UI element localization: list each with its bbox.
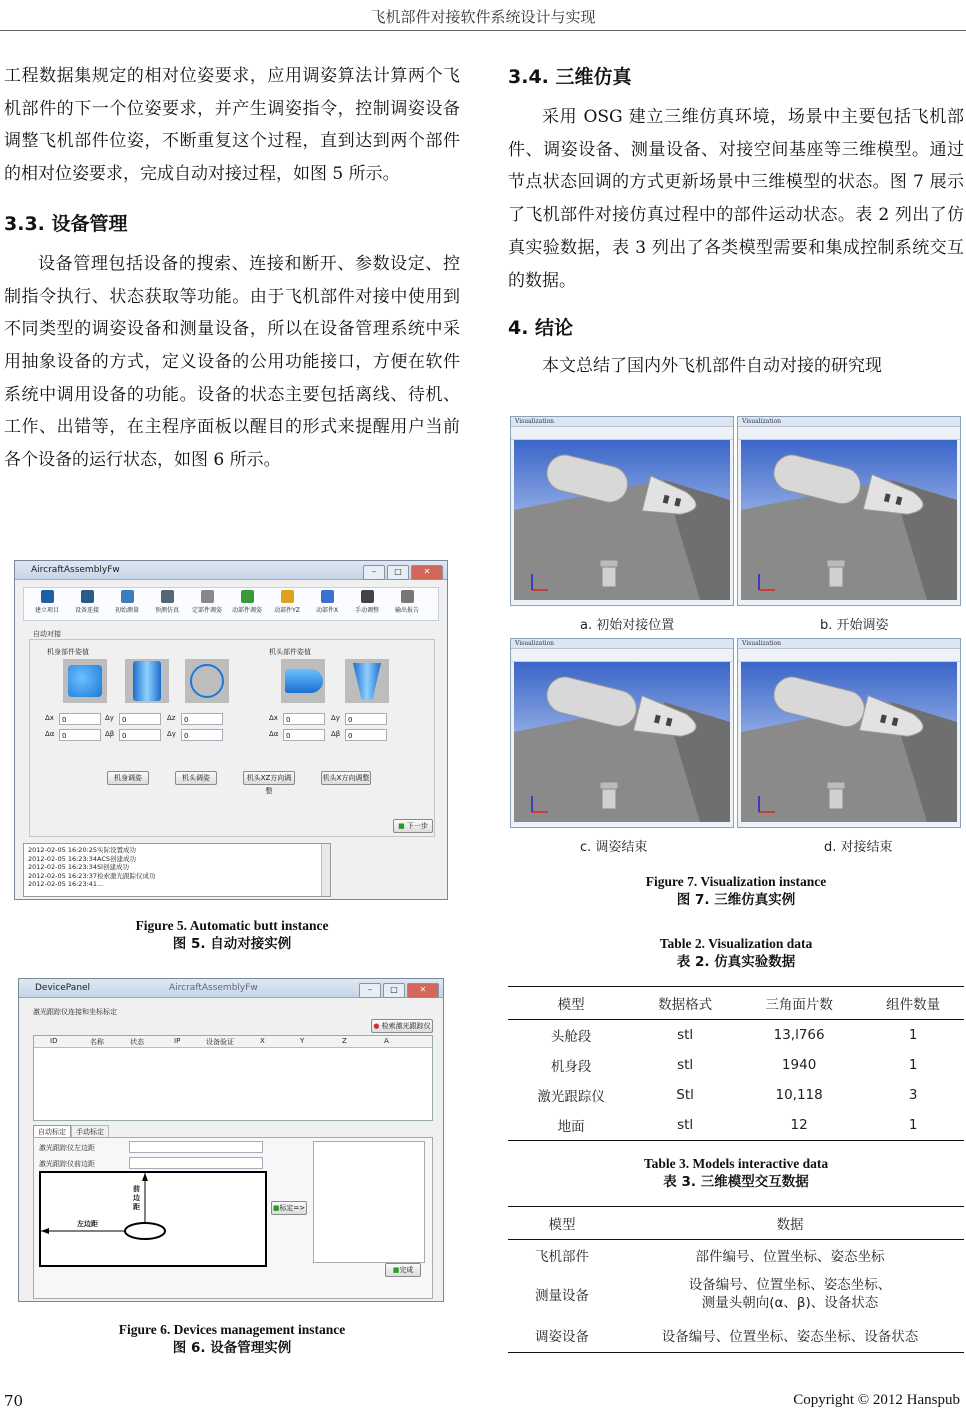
figure6-window-title: DevicePanel — [35, 983, 91, 993]
figure5-window-title: AircraftAssemblyFw — [31, 565, 120, 575]
table-column-header[interactable]: IP — [174, 1037, 181, 1045]
delta-label: Δα — [45, 730, 55, 738]
toolbar-icon — [281, 590, 294, 603]
table-cell: 1940 — [781, 1057, 817, 1073]
visualization-scene — [741, 662, 957, 822]
delta-value-field[interactable]: 0 — [181, 729, 223, 741]
delta-value-field[interactable]: 0 — [283, 713, 325, 725]
table-cell: Stl — [676, 1087, 694, 1103]
close-icon[interactable]: ✕ — [411, 565, 443, 580]
table-cell: 13,l766 — [773, 1027, 825, 1043]
table-row — [508, 1080, 964, 1110]
section-3-4-title: 3.4. 三维仿真 — [508, 66, 632, 88]
toolbar-button[interactable] — [68, 590, 106, 614]
visualization-toolbar[interactable] — [511, 649, 733, 662]
figure7-caption — [508, 872, 964, 910]
section-4-title: 4. 结论 — [508, 317, 574, 340]
table-cell: 激光跟踪仪 — [537, 1089, 605, 1105]
toolbar-button[interactable] — [388, 590, 426, 614]
figure6-caption — [4, 1320, 460, 1358]
search-icon: ● — [373, 1022, 380, 1030]
toolbar-label: 初始测量 — [114, 607, 139, 614]
toolbar-button[interactable] — [108, 590, 146, 614]
front-distance-caption: 前边距 — [133, 1185, 140, 1211]
toolbar-icon — [201, 590, 214, 603]
table3-caption-en: Table 3. Models interactive data — [643, 1156, 829, 1171]
toolbar-icon — [361, 590, 374, 603]
table3-caption — [508, 1154, 964, 1192]
next-step-label: 下一步 — [406, 822, 428, 830]
table-row — [508, 1240, 964, 1271]
delta-label: Δy — [331, 714, 340, 722]
paragraph-device-management: 设备管理包括设备的搜索、连接和断开、参数设定、控制指令执行、状态获取等功能。由于飞机部件对接中使用到不同类型的调姿设备和测量设备，所以在设备管理系统中采用抽象设备的方式，定义设备的公用功能接口，方便在软件系统中调用设备的功能。设备的状态主要包括离线、待机、工作、出错等，在主程序面板以醒目的形式来提醒用户当前各个设备的运行状态，如图 6 所示。 — [4, 253, 460, 471]
table-column-header[interactable]: ID — [50, 1037, 58, 1045]
table-column-header[interactable]: X — [260, 1037, 265, 1045]
figure7-sub-b: b. 开始调姿 — [820, 618, 889, 633]
delta-label: Δx — [269, 714, 278, 722]
toolbar-label: 设备连接 — [74, 607, 99, 614]
delta-label: Δz — [167, 714, 176, 722]
table-cell: 机身段 — [550, 1059, 592, 1075]
body-part-front-image — [63, 659, 107, 703]
table2-caption-cn: 表 2. 仿真实验数据 — [676, 954, 796, 970]
visualization-toolbar[interactable] — [511, 427, 733, 440]
figure5-toolbar — [23, 587, 439, 621]
table2-header: 数据格式 — [634, 987, 736, 1020]
table-cell: 10,118 — [775, 1087, 823, 1103]
paragraph-conclusion: 本文总结了国内外飞机部件自动对接的研究现 — [542, 356, 882, 377]
table-column-header[interactable]: 名称 — [90, 1038, 104, 1046]
figure6-window — [18, 978, 444, 1302]
page-number: 70 — [4, 1392, 24, 1410]
figure7-caption-en: Figure 7. Visualization instance — [645, 874, 827, 889]
delta-value-field[interactable]: 0 — [59, 729, 101, 741]
calibrate-label: 标定=> — [279, 1204, 306, 1212]
toolbar-label: 预测仿真 — [154, 607, 179, 614]
log-line: 2012-02-05 16:23:34Sl创建成功 — [28, 863, 129, 871]
head-part-side-image — [281, 659, 325, 703]
toolbar-icon — [121, 590, 134, 603]
laser-tracker-head — [827, 560, 845, 567]
visualization-title: Visualization — [511, 639, 733, 649]
log-line: 2012-02-05 16:20:25实际设置成功 — [28, 846, 137, 854]
toolbar-icon — [241, 590, 254, 603]
figure6-caption-cn: 图 6. 设备管理实例 — [172, 1340, 292, 1356]
table2-header-row — [508, 987, 964, 1020]
figure5-caption — [4, 916, 460, 954]
table2 — [508, 986, 964, 1141]
toolbar-icon — [401, 590, 414, 603]
table-column-header[interactable]: Z — [342, 1037, 347, 1045]
table-row — [508, 1050, 964, 1080]
table-cell: 1 — [908, 1057, 918, 1073]
table-cell: 测量设备 — [535, 1288, 589, 1304]
toolbar-label: 手动调整 — [354, 607, 379, 614]
delta-value-field[interactable]: 0 — [59, 713, 101, 725]
tracker-group-title: 激光跟踪仪连接和坐标标定 — [33, 1008, 117, 1016]
delta-label: Δβ — [331, 730, 341, 738]
table-cell: stl — [677, 1057, 694, 1073]
head-part-front-image — [345, 659, 389, 703]
body-adjust-button[interactable]: 机身调姿 — [107, 771, 149, 785]
calibration-diagram — [39, 1171, 267, 1267]
laser-tracker-body — [829, 787, 843, 809]
log-scrollbar[interactable] — [321, 844, 330, 896]
table-cell: 调姿设备 — [508, 1318, 616, 1353]
toolbar-label: 建立项目 — [34, 607, 59, 614]
figure6-titlebar — [19, 979, 443, 998]
done-label: 完成 — [399, 1266, 414, 1274]
search-tracker-button[interactable] — [371, 1019, 433, 1033]
table-column-header[interactable]: Y — [300, 1037, 305, 1045]
tab-auto-calibrate[interactable]: 自动标定 — [33, 1125, 71, 1138]
table3-header-row — [508, 1207, 964, 1240]
table-column-header[interactable]: 设备验证 — [206, 1038, 234, 1046]
device-table[interactable] — [33, 1035, 433, 1121]
body-part-ring-image — [185, 659, 229, 703]
delta-value-field[interactable]: 0 — [119, 713, 161, 725]
copyright: Copyright © 2012 Hanspub — [793, 1392, 960, 1408]
table-cell: 设备编号、位置坐标、姿态坐标、设备状态 — [616, 1318, 964, 1353]
body-part-side-image — [125, 659, 169, 703]
laser-tracker-body — [602, 565, 616, 587]
maximize-icon[interactable]: □ — [383, 983, 405, 998]
figure5-window — [14, 560, 448, 900]
figure6-caption-en: Figure 6. Devices management instance — [118, 1322, 346, 1337]
left-distance-caption: 左边距 — [77, 1220, 98, 1228]
table-cell: 地面 — [508, 1110, 634, 1141]
table-cell — [616, 1270, 964, 1318]
toolbar-button[interactable] — [308, 590, 346, 614]
delta-value-field[interactable]: 0 — [345, 713, 387, 725]
figure6-background-title: AircraftAssemblyFw — [169, 983, 258, 993]
header-rule — [0, 30, 966, 31]
toolbar-label: 定部件调姿 — [191, 607, 222, 614]
section-3-3-title: 3.3. 设备管理 — [4, 212, 128, 235]
figure7-sub-c: c. 调姿结束 — [580, 840, 648, 855]
head-x-adjust-button[interactable]: 机头X方向调整 — [321, 771, 371, 785]
tab-manual-calibrate[interactable]: 手动标定 — [71, 1125, 109, 1138]
table-cell-line: 设备编号、位置坐标、姿态坐标、 — [688, 1277, 892, 1293]
visualization-scene — [741, 440, 957, 600]
visualization-panel — [510, 416, 734, 606]
body-group-title: 机身部件姿值 — [47, 648, 89, 656]
visualization-panel — [510, 638, 734, 828]
maximize-icon[interactable]: □ — [387, 565, 409, 580]
toolbar-button[interactable] — [268, 590, 306, 614]
head-group-title: 机头部件姿值 — [269, 648, 311, 656]
calibrate-button[interactable] — [271, 1201, 307, 1215]
left-distance-label: 激光跟踪仪左边距 — [39, 1144, 95, 1152]
table-cell: 12 — [736, 1110, 862, 1141]
table-cell: 3 — [908, 1087, 918, 1103]
figure7-sub-a: a. 初始对接位置 — [580, 618, 675, 633]
paragraph-intro: 工程数据集规定的相对位姿要求，应用调姿算法计算两个飞机部件的下一个位姿要求，并产生调姿指令，控制调姿设备调整飞机部件位姿，不断重复这个过程，直到达到两个部件的相对位姿要求，完成自动对接过程，如图 5 所示。 — [4, 66, 460, 185]
visualization-title: Visualization — [738, 417, 960, 427]
delta-label: Δβ — [105, 730, 115, 738]
check-icon: ■ — [392, 1266, 400, 1274]
figure5-caption-en: Figure 5. Automatic butt instance — [135, 918, 329, 933]
delta-label: Δy — [105, 714, 114, 722]
toolbar-label: 动部件调姿 — [231, 607, 262, 614]
log-line: 2012-02-05 16:23:37检索激光跟踪仪成功 — [28, 871, 156, 880]
table3 — [508, 1206, 964, 1353]
toolbar-label: 动部件YZ — [274, 607, 300, 614]
delta-value-field[interactable]: 0 — [283, 729, 325, 741]
minimize-icon[interactable]: – — [359, 983, 381, 998]
table-row — [508, 1110, 964, 1141]
table-row — [508, 1318, 964, 1353]
front-distance-input[interactable] — [129, 1157, 263, 1169]
table2-header: 组件数量 — [862, 987, 964, 1020]
next-step-button[interactable] — [393, 819, 433, 833]
visualization-title: Visualization — [738, 639, 960, 649]
table3-caption-cn: 表 3. 三维模型交互数据 — [663, 1174, 809, 1190]
delta-value-field[interactable]: 0 — [119, 729, 161, 741]
close-icon[interactable]: ✕ — [407, 983, 439, 998]
table-column-header[interactable]: 状态 — [130, 1038, 144, 1046]
table-cell: 飞机部件 — [535, 1249, 589, 1265]
left-distance-input[interactable] — [129, 1141, 263, 1153]
visualization-scene — [514, 440, 730, 600]
table-cell: 头舱段 — [550, 1029, 592, 1045]
visualization-title: Visualization — [511, 417, 733, 427]
toolbar-button[interactable] — [228, 590, 266, 614]
laser-tracker-head — [600, 560, 618, 567]
toolbar-icon — [41, 590, 54, 603]
delta-value-field[interactable]: 0 — [345, 729, 387, 741]
table-cell: 1 — [862, 1110, 964, 1141]
calibration-output[interactable] — [313, 1141, 425, 1263]
front-distance-label: 激光跟踪仪前边距 — [39, 1160, 95, 1168]
delta-label: Δx — [45, 714, 54, 722]
figure5-caption-cn: 图 5. 自动对接实例 — [172, 936, 292, 952]
toolbar-button[interactable] — [348, 590, 386, 614]
toolbar-button[interactable] — [188, 590, 226, 614]
log-line: 2012-02-05 16:23:34ACS创建成功 — [28, 854, 137, 863]
left-column — [4, 60, 460, 477]
running-title: 飞机部件对接软件系统设计与实现 — [370, 8, 596, 26]
auto-dock-group-title: 自动对接 — [33, 630, 61, 638]
delta-value-field[interactable]: 0 — [181, 713, 223, 725]
delta-label: Δγ — [167, 730, 176, 738]
laser-tracker-body — [602, 787, 616, 809]
head-adjust-button[interactable]: 机头调姿 — [175, 771, 217, 785]
visualization-panel — [737, 416, 961, 606]
table-row — [508, 1270, 964, 1318]
delta-label: Δα — [269, 730, 279, 738]
arrow-right-icon: ■ — [398, 822, 405, 830]
table-cell-line: 测量头朝向(α、β)、设备状态 — [701, 1295, 879, 1311]
figure7-caption-cn: 图 7. 三维仿真实例 — [676, 892, 796, 908]
table-cell: stl — [677, 1027, 694, 1043]
table-cell: stl — [634, 1110, 736, 1141]
visualization-panel — [737, 638, 961, 828]
head-xz-adjust-button[interactable]: 机头XZ方向调整 — [243, 771, 295, 785]
figure7-sub-d: d. 对接结束 — [824, 840, 893, 855]
visualization-toolbar[interactable] — [738, 427, 960, 440]
toolbar-button[interactable] — [148, 590, 186, 614]
table2-caption-en: Table 2. Visualization data — [659, 936, 813, 951]
visualization-toolbar[interactable] — [738, 649, 960, 662]
figure5-titlebar — [15, 561, 447, 580]
table2-header: 模型 — [508, 987, 634, 1020]
table-cell: 部件编号、位置坐标、姿态坐标 — [695, 1249, 885, 1265]
table-row — [508, 1020, 964, 1051]
laser-tracker-body — [829, 565, 843, 587]
log-panel[interactable] — [23, 843, 331, 897]
table2-caption — [508, 934, 964, 972]
paragraph-simulation: 采用 OSG 建立三维仿真环境，场景中主要包括飞机部件、调姿设备、测量设备、对接空间基座等三维模型。通过节点状态回调的方式更新场景中三维模型的状态。图 7 展示了飞机部件对接仿真过程中的部件运动状态。表 2 列出了仿真实验数据，表 3 列出了各类模型需要和集成控制系统交互的数据。 — [508, 107, 964, 291]
arrow-right-icon: ■ — [272, 1204, 280, 1212]
toolbar-icon — [321, 590, 334, 603]
toolbar-label: 输出报告 — [394, 607, 419, 614]
toolbar-button[interactable] — [28, 590, 66, 614]
laser-tracker-head — [600, 782, 618, 789]
minimize-icon[interactable]: – — [363, 565, 385, 580]
table-cell: 1 — [908, 1027, 918, 1043]
toolbar-icon — [161, 590, 174, 603]
table3-header: 模型 — [508, 1207, 616, 1240]
log-line: 2012-02-05 16:23:41... — [28, 880, 104, 888]
visualization-scene — [514, 662, 730, 822]
search-tracker-label: 检索激光跟踪仪 — [381, 1022, 431, 1030]
toolbar-icon — [81, 590, 94, 603]
right-column — [508, 62, 964, 383]
toolbar-label: 动部件X — [315, 607, 339, 614]
laser-tracker-head — [827, 782, 845, 789]
base-rectangle — [40, 1172, 266, 1266]
table-column-header[interactable]: A — [384, 1037, 389, 1045]
done-button[interactable] — [385, 1263, 421, 1277]
table2-header: 三角面片数 — [736, 987, 862, 1020]
table3-header: 数据 — [616, 1207, 964, 1240]
